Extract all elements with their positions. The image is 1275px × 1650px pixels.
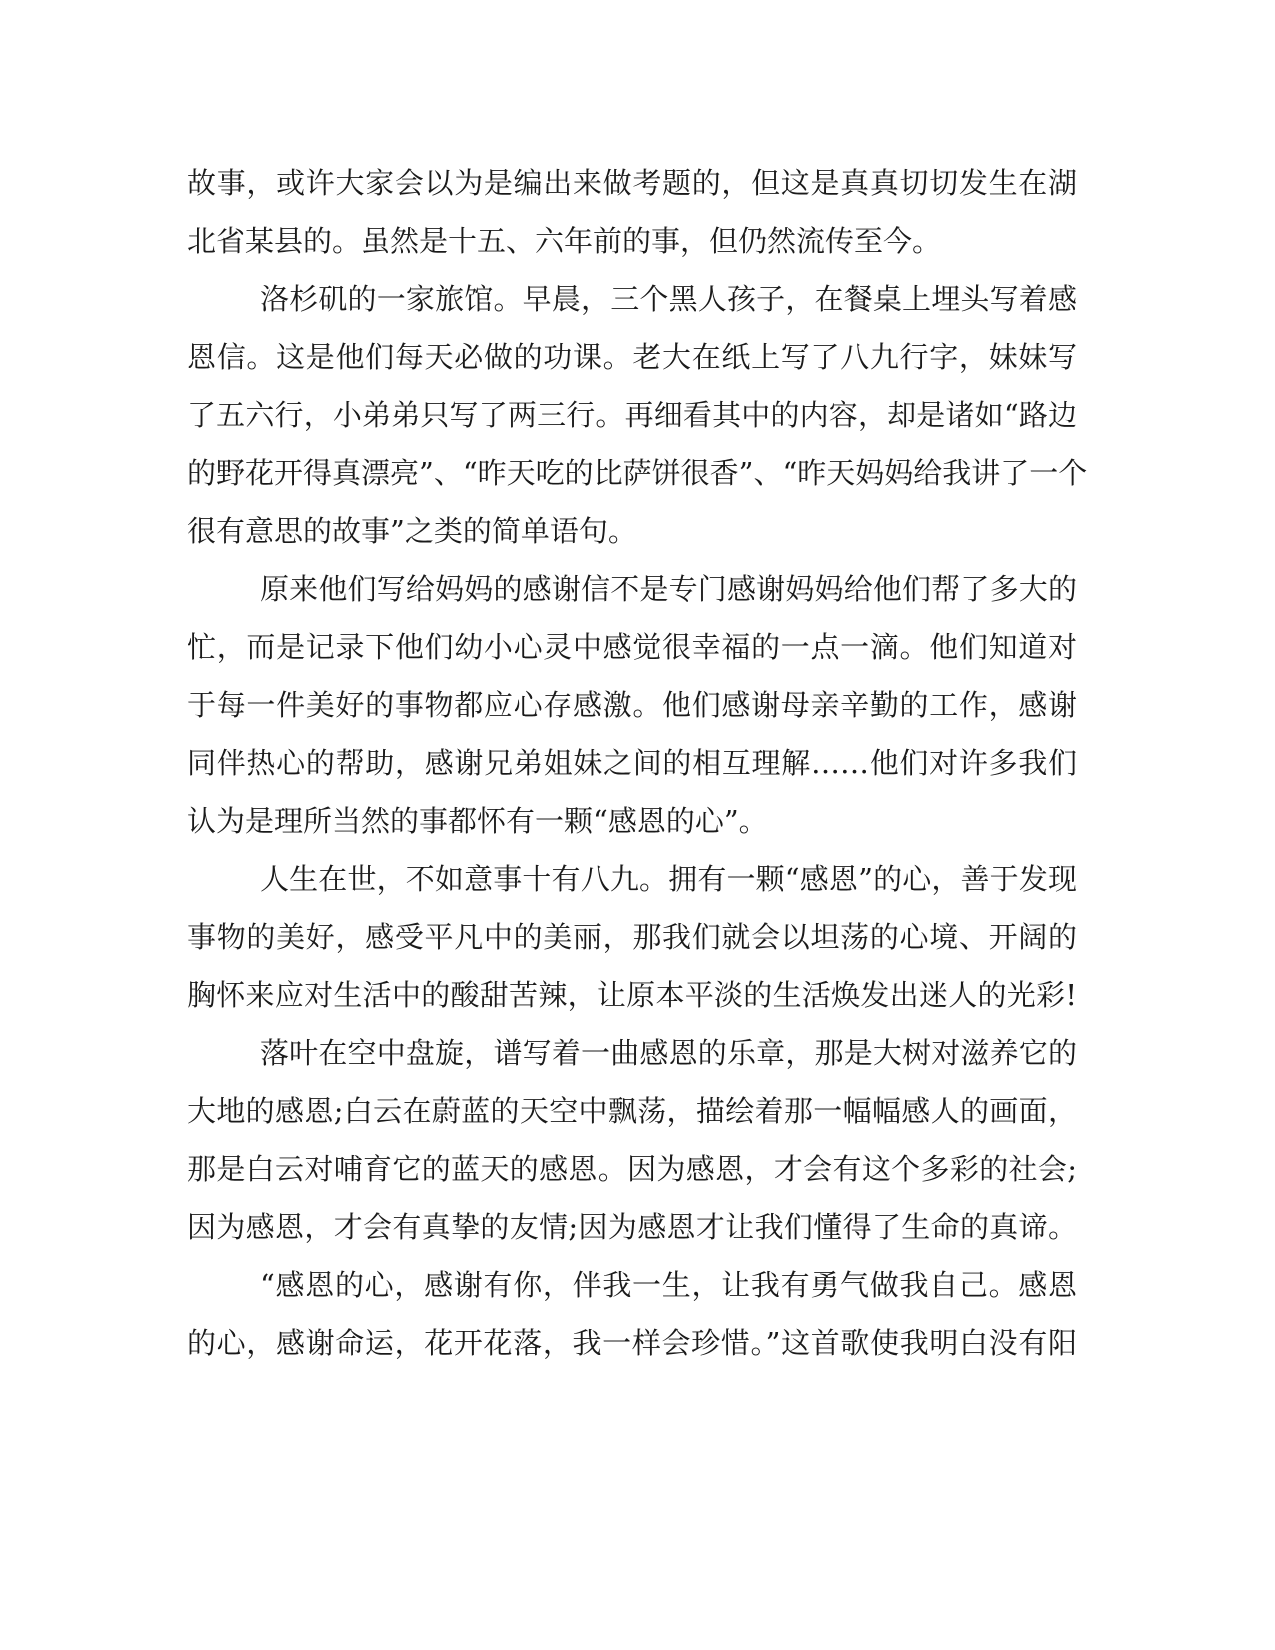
paragraph-3-line-2: 忙，而是记录下他们幼小心灵中感觉很幸福的一点一滴。他们知道对 [187,630,1077,664]
paragraph-5-line-2: 大地的感恩;白云在蔚蓝的天空中飘荡，描绘着那一幅幅感人的画面， [187,1094,1077,1128]
paragraph-5-line-1: 落叶在空中盘旋，谱写着一曲感恩的乐章，那是大树对滋养它的 [260,1036,1077,1070]
paragraph-2-line-2: 恩信。这是他们每天必做的功课。老大在纸上写了八九行字，妹妹写 [187,340,1077,374]
paragraph-1-line-1: 故事，或许大家会以为是编出来做考题的，但这是真真切切发生在湖 [187,166,1077,200]
paragraph-2-line-4: 的野花开得真漂亮”、“昨天吃的比萨饼很香”、“昨天妈妈给我讲了一个 [187,456,1088,490]
paragraph-2-line-3: 了五六行，小弟弟只写了两三行。再细看其中的内容，却是诸如“路边 [187,398,1077,432]
paragraph-5-line-4: 因为感恩，才会有真挚的友情;因为感恩才让我们懂得了生命的真谛。 [187,1210,1077,1244]
paragraph-3-line-4: 同伴热心的帮助，感谢兄弟姐妹之间的相互理解……他们对许多我们 [187,746,1077,780]
paragraph-1-line-2: 北省某县的。虽然是十五、六年前的事，但仍然流传至今。 [187,224,942,258]
paragraph-6-line-1: “感恩的心，感谢有你，伴我一生，让我有勇气做我自己。感恩 [260,1268,1077,1302]
paragraph-3-line-3: 于每一件美好的事物都应心存感激。他们感谢母亲辛勤的工作，感谢 [187,688,1077,722]
paragraph-4-line-2: 事物的美好，感受平凡中的美丽，那我们就会以坦荡的心境、开阔的 [187,920,1077,954]
paragraph-3-line-1: 原来他们写给妈妈的感谢信不是专门感谢妈妈给他们帮了多大的 [260,572,1077,606]
paragraph-3-line-5: 认为是理所当然的事都怀有一颗“感恩的心”。 [187,804,768,838]
paragraph-4-line-1: 人生在世，不如意事十有八九。拥有一颗“感恩”的心，善于发现 [260,862,1077,896]
paragraph-5-line-3: 那是白云对哺育它的蓝天的感恩。因为感恩，才会有这个多彩的社会; [187,1152,1077,1186]
paragraph-2-line-1: 洛杉矶的一家旅馆。早晨，三个黑人孩子，在餐桌上埋头写着感 [260,282,1077,316]
paragraph-2-line-5: 很有意思的故事”之类的简单语句。 [187,514,637,548]
paragraph-6-line-2: 的心，感谢命运，花开花落，我一样会珍惜。”这首歌使我明白没有阳 [187,1326,1077,1360]
paragraph-4-line-3: 胸怀来应对生活中的酸甜苦辣，让原本平淡的生活焕发出迷人的光彩! [187,978,1077,1012]
